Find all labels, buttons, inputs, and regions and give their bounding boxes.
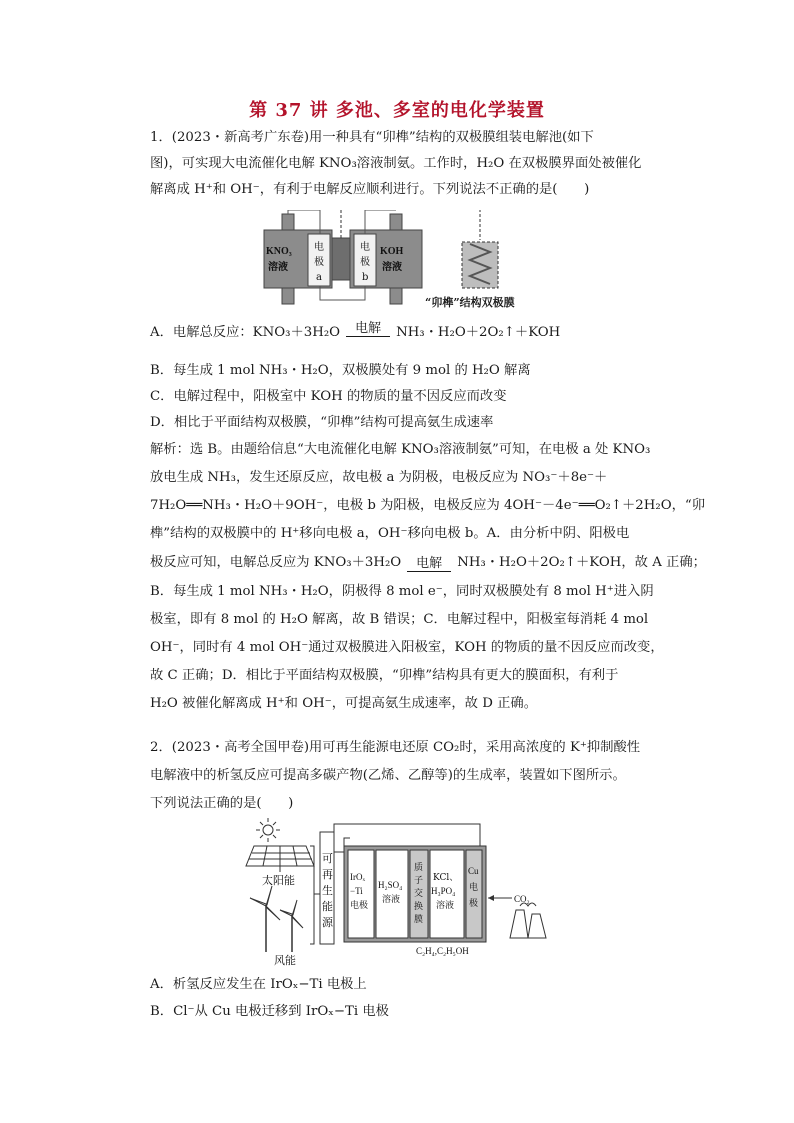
- analysis-line: 放电生成 NH₃，发生还原反应，故电极 a 为阴极，电极反应为 NO₃⁻＋8e⁻＋: [150, 470, 608, 485]
- anode-label: −Ti: [350, 886, 363, 896]
- renewable-char: 生: [322, 884, 333, 897]
- q2-stem: [150, 734, 645, 818]
- q1-koh-solution-label: 溶液: [382, 262, 402, 273]
- analysis-line: H₂O 被催化解离成 H⁺和 OH⁻，可提高氨生成速率，故 D 正确。: [150, 696, 537, 711]
- renewable-char: 能: [322, 900, 333, 913]
- renewable-char: 可: [322, 852, 333, 865]
- membrane-char: 交: [414, 889, 424, 899]
- q2-stem-line: 电解液中的析氢反应可提高多碳产物(乙烯、乙醇等)的生成率，装置如下图所示。: [150, 768, 626, 783]
- analysis-line: 解析：选 B。由题给信息“大电流催化电解 KNO₃溶液制氨”可知，在电极 a 处 KNO₃: [150, 442, 651, 457]
- analysis-equation-line: [150, 548, 706, 578]
- q1-stem-line: 图)，可实现大电流催化电解 KNO₃溶液制氨。工作时，H₂O 在双极膜界面处被催化: [150, 156, 642, 171]
- q2-option-a: A．析氢反应发生在 IrOₓ−Ti 电极上: [150, 977, 367, 992]
- cu-label: 极: [469, 899, 479, 909]
- h2so4-label: H₂SO₄: [378, 880, 403, 890]
- anode-label: 电极: [350, 901, 369, 911]
- kcl-label: KCl、: [433, 873, 459, 883]
- h2so4-label: 溶液: [382, 895, 401, 905]
- kcl-label: H₃PO₄: [431, 886, 456, 896]
- wind-turbine-icon: [250, 886, 303, 952]
- q1-electrode-b-char: b: [362, 272, 369, 283]
- q1-option-a-suffix: NH₃・H₂O＋2O₂↑＋KOH: [396, 325, 561, 340]
- q2-stem-line: 2．(2023・高考全国甲卷)用可再生能源电还原 CO₂时，采用高浓度的 K⁺抑制酸性: [150, 740, 641, 755]
- analysis-eq-suffix: NH₃・H₂O＋2O₂↑＋KOH，故 A 正确；: [457, 555, 706, 570]
- q1-option-a: [150, 322, 645, 343]
- condition-text: 电解: [355, 321, 382, 336]
- analysis-line: 榫”结构的双极膜中的 H⁺移向电极 a，OH⁻移向电极 b。A．由分析中阴、阳极电: [150, 526, 630, 541]
- q2-co2-reduction-diagram: [240, 818, 560, 970]
- anode-label: IrOₓ: [350, 872, 366, 882]
- analysis-line: B．每生成 1 mol NH₃・H₂O，阴极得 8 mol e⁻，同时双极膜处有 8 mol H⁺进入阴: [150, 584, 654, 599]
- condition-text: 电解: [416, 556, 443, 571]
- q2-option-b: B．Cl⁻从 Cu 电极迁移到 IrOₓ−Ti 电极: [150, 1004, 389, 1019]
- electrolysis-condition: [407, 557, 451, 578]
- solar-panel-icon: [246, 846, 314, 872]
- products-label: C₂H₄,C₂H₅OH: [416, 946, 469, 956]
- membrane-char: 换: [414, 902, 424, 912]
- q1-stem-line: 解离成 H⁺和 OH⁻，有利于电解反应顺利进行。下列说法不正确的是( ): [150, 182, 590, 197]
- analysis-line: 极室，即有 8 mol 的 H₂O 解离，故 B 错误；C．电解过程中，阳极室每消耗 4 mol: [150, 612, 649, 627]
- membrane-char: 质: [414, 863, 424, 873]
- q1-option-a-prefix: A．电解总反应：KNO₃＋3H₂O: [150, 325, 341, 340]
- sun-icon: [256, 818, 280, 842]
- condition-bar: [346, 336, 390, 337]
- condition-bar: [407, 571, 451, 572]
- q1-analysis: [150, 436, 706, 718]
- q2-stem-line: 下列说法正确的是( ): [150, 796, 294, 811]
- cu-label: Cu: [468, 866, 479, 876]
- q1-electrode-b-char: 极: [360, 257, 370, 268]
- factory-icon: [510, 903, 546, 938]
- q1-kno3-label: KNO₃: [266, 246, 292, 257]
- q1-koh-label: KOH: [380, 246, 404, 257]
- q1-option-d: D．相比于平面结构双极膜，“卯榫”结构可提高氨生成速率: [150, 415, 494, 430]
- analysis-line: 7H₂O══NH₃・H₂O＋9OH⁻，电极 b 为阳极，电极反应为 4OH⁻－4e⁻══O₂↑＋2H₂O，“卯: [150, 498, 705, 513]
- page-title: 第 37 讲 多池、多室的电化学装置: [249, 100, 545, 121]
- q1-electrode-a-char: a: [316, 272, 322, 283]
- q1-electrode-a-char: 极: [314, 257, 324, 268]
- q1-membrane-caption: “卯榫”结构双极膜: [425, 296, 515, 309]
- q1-kno3-solution-label: 溶液: [268, 262, 288, 273]
- q1-stem-line: 1．(2023・新高考广东卷)用一种具有“卯榫”结构的双极膜组装电解池(如下: [150, 130, 594, 145]
- membrane-char: 膜: [414, 915, 424, 925]
- wind-label: 风能: [274, 954, 296, 967]
- co2-label: CO₂: [514, 894, 530, 904]
- renewable-char: 再: [322, 868, 333, 881]
- q1-electrode-a-char: 电: [314, 242, 324, 253]
- q1-stem: [150, 125, 645, 203]
- renewable-char: 源: [322, 916, 333, 929]
- analysis-line: 故 C 正确；D．相比于平面结构双极膜，“卯榫”结构具有更大的膜面积，有利于: [150, 668, 619, 683]
- electrolysis-condition: [346, 322, 390, 343]
- bipolar-membrane-detail: [462, 242, 498, 288]
- q1-option-b: B．每生成 1 mol NH₃・H₂O，双极膜处有 9 mol 的 H₂O 解离: [150, 363, 531, 378]
- analysis-eq-prefix: 极反应可知，电解总反应为 KNO₃＋3H₂O: [150, 555, 402, 570]
- kcl-label: 溶液: [436, 901, 455, 911]
- q1-option-c: C．电解过程中，阳极室中 KOH 的物质的量不因反应而改变: [150, 389, 507, 404]
- membrane-char: 子: [414, 876, 424, 886]
- solar-label: 太阳能: [262, 874, 295, 887]
- cu-label: 电: [469, 883, 479, 893]
- analysis-line: OH⁻，同时有 4 mol OH⁻通过双极膜进入阳极室，KOH 的物质的量不因反应而改变，: [150, 640, 664, 655]
- q1-electrode-b-char: 电: [360, 242, 370, 253]
